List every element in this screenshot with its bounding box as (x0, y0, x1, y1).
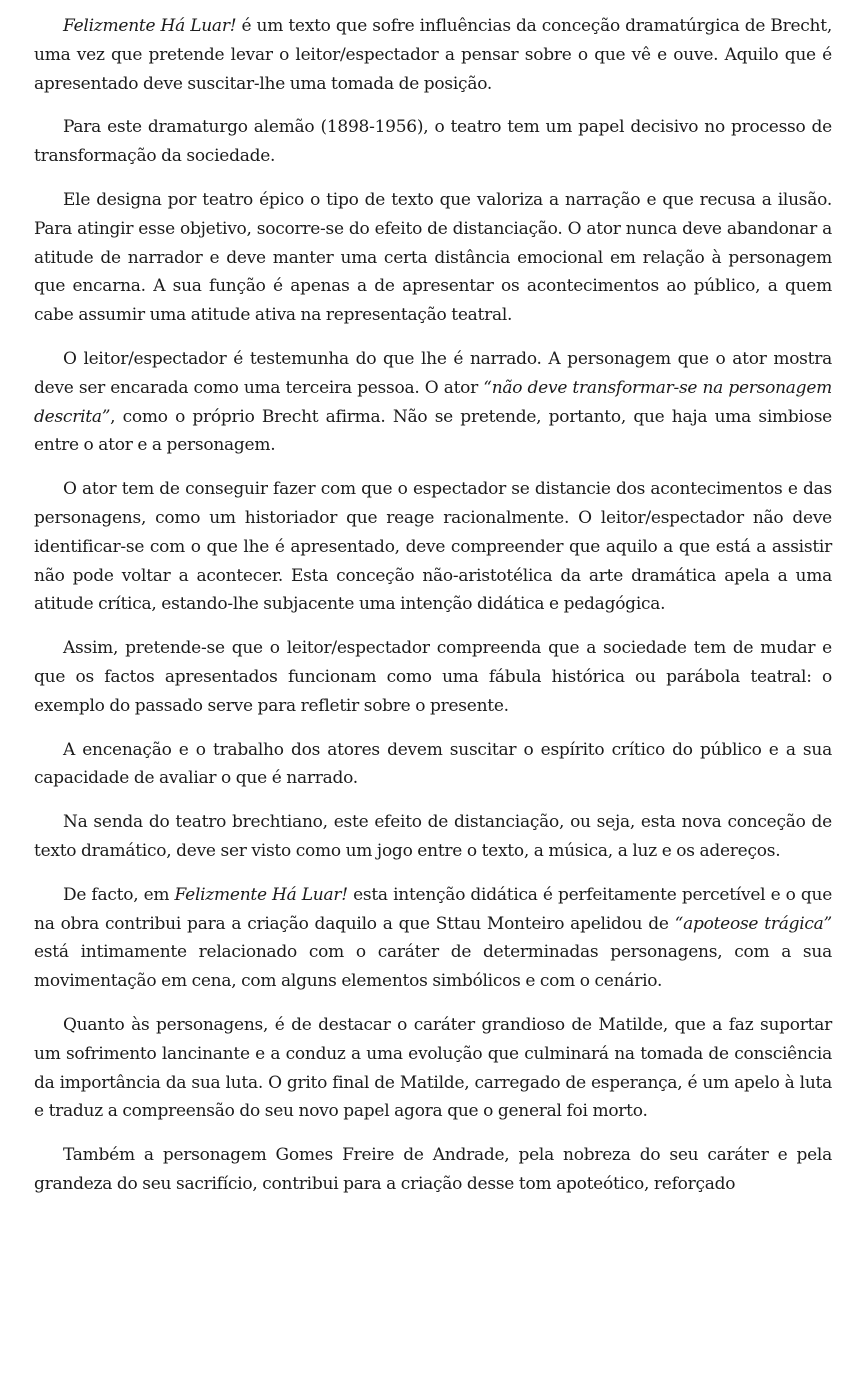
text-segment: O leitor/espectador é testemunha do que lhe é narrado. A personagem que o ator mostra deve ser encarada como uma terceira pessoa. O ator (34, 348, 832, 398)
paragraph-7 (34, 736, 832, 794)
paragraph-8 (34, 808, 832, 866)
paragraph-5 (34, 475, 832, 619)
paragraph-3 (34, 186, 832, 330)
text-segment: Também a personagem Gomes Freire de Andrade, pela nobreza do seu caráter e pela grandeza do seu sacrifício, contribui para a criação desse tom apoteótico, reforçado (34, 1145, 832, 1194)
text-segment: A encenação e o trabalho dos atores devem suscitar o espírito crítico do público e a sua capacidade de avaliar o que é narrado. (34, 739, 832, 789)
text-segment: , como o próprio Brecht afirma. Não se pretende, portanto, que haja uma simbiose entre o ator e a personagem. (34, 406, 832, 456)
italic-text: Felizmente Há Luar! (174, 884, 348, 905)
text-segment: é um texto que sofre influências da conceção dramatúrgica de Brecht, uma vez que pretende levar o leitor/espectador a pensar sobre o que vê e ouve. Aquilo que é apresentado deve suscitar-lhe uma tomada de posição. (34, 16, 832, 94)
paragraph-10 (34, 1011, 832, 1126)
text-segment: De facto, em (63, 884, 175, 905)
text-segment: esta intenção didática é perfeitamente percetível e o que na obra contribui para a criação daquilo a que Sttau Monteiro apelidou de (34, 884, 832, 934)
text-segment: Para este dramaturgo alemão (1898-1956), o teatro tem um papel decisivo no processo de transformação da sociedade. (34, 117, 832, 167)
text-segment: Na senda do teatro brechtiano, este efeito de distanciação, ou seja, esta nova conceção de texto dramático, deve ser visto como um jogo entre o texto, a música, a luz e os adereços. (34, 812, 832, 861)
paragraph-1 (34, 12, 832, 98)
text-segment: Assim, pretende-se que o leitor/espectador compreenda que a sociedade tem de mudar e que os factos apresentados funcionam como uma fábula histórica ou parábola teatral: o exemplo do passado serve para refletir sobre o presente. (34, 638, 832, 716)
paragraph-9 (34, 881, 832, 996)
paragraph-11 (34, 1141, 832, 1199)
body-text (34, 12, 832, 1199)
text-segment: está intimamente relacionado com o caráter de determinadas personagens, com a sua movimentação em cena, com alguns elementos simbólicos e com o cenário. (34, 942, 832, 992)
paragraph-4 (34, 345, 832, 460)
italic-text: “apoteose trágica” (674, 913, 832, 934)
text-segment: O ator tem de conseguir fazer com que o espectador se distancie dos acontecimentos e das personagens, como um historiador que reage racionalmente. O leitor/espectador não deve identificar-se com o que lhe é apresentado, deve compreender que aquilo a que está a assistir não pode voltar a acontecer. Esta conceção não-aristotélica da arte dramática apela a uma atitude crítica, estando-lhe subjacente uma intenção didática e pedagógica. (34, 479, 832, 615)
italic-text: Felizmente Há Luar! (63, 16, 237, 36)
text-segment: Quanto às personagens, é de destacar o caráter grandioso de Matilde, que a faz suportar um sofrimento lancinante e a conduz a uma evolução que culminará na tomada de consciência da importância da sua luta. O grito final de Matilde, carregado de esperança, é um apelo à luta e traduz a compreensão do seu novo papel agora que o general foi morto. (34, 1014, 832, 1122)
paragraph-2 (34, 113, 832, 171)
text-segment: Ele designa por teatro épico o tipo de texto que valoriza a narração e que recusa a ilusão. Para atingir esse objetivo, socorre-se do efeito de distanciação. O ator nunca deve abandonar a atitude de narrador e deve manter uma certa distância emocional em relação à personagem que encarna. A sua função é apenas a de apresentar os acontecimentos ao público, a quem cabe assumir uma atitude ativa na representação teatral. (34, 189, 832, 326)
italic-text: “não deve transformar-se na personagem descrita” (34, 377, 832, 427)
paragraph-6 (34, 634, 832, 720)
